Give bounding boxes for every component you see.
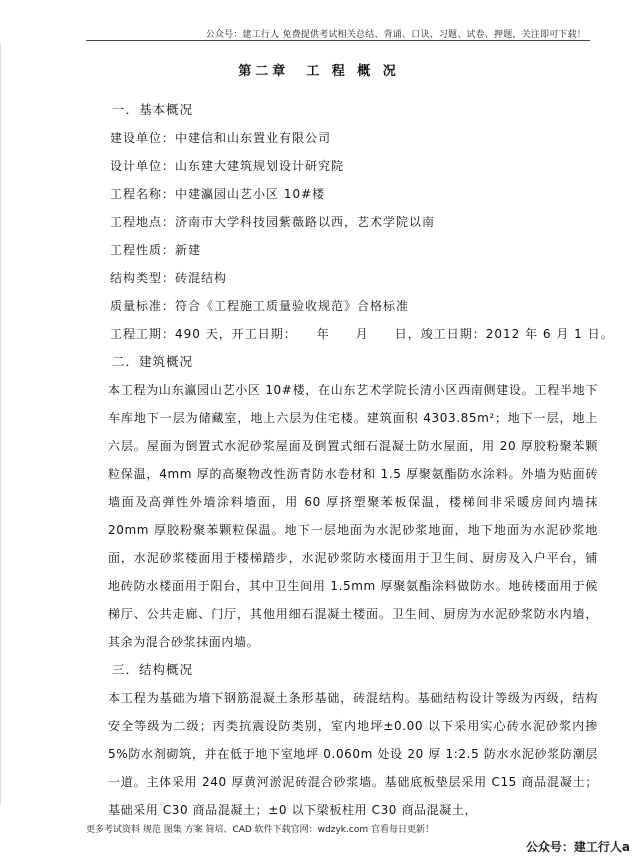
footer-brand: 公众号：建工行人a: [525, 840, 630, 854]
footer-note: 更多考试资料 规范 图集 方案 简培、CAD 软件下载官网：wdzyk.com 官看每日更新！: [86, 825, 434, 835]
info-line-schedule: 工程工期：490 天，开工日期： 年 月 日，竣工日期：2012 年 6 月 1 日。: [110, 327, 614, 341]
info-line-location: 工程地点：济南市大学科技园紫薇路以西，艺术学院以南: [110, 215, 436, 229]
info-line-nature: 工程性质：新建: [110, 243, 202, 257]
document-body: [108, 96, 614, 824]
page-title: 第二章 工 程 概 况: [238, 64, 400, 79]
section-heading-structure: 三．结构概况: [112, 662, 194, 677]
info-line-builder: 建设单位：中建信和山东置业有限公司: [110, 131, 332, 145]
info-line-structure-type: 结构类型：砖混结构: [110, 271, 228, 285]
info-line-designer: 设计单位：山东建大建筑规划设计研究院: [110, 159, 345, 173]
header-rule: [86, 40, 590, 41]
section-heading-architecture: 二．建筑概况: [112, 354, 194, 369]
structure-paragraph: 本工程为基础为墙下钢筋混凝土条形基础，砖混结构。基础结构设计等级为丙级，结构安全等级为二级；丙类抗震设防类别，室内地坪±0.00 以下采用实心砖水泥砂浆内掺 5%防水剂砌筑，并在低于地下室地坪 0.060m 处设 20 厚 1:2.5 防水水泥砂浆防潮层一道。主体采用 240 厚黄河淤泥砖混合砂浆墙。基础底板垫层采用 C15 商品混凝土；基础采用 C30 商品混凝土；±0 以下梁板柱用 C30 商品混凝土，: [108, 691, 598, 817]
page-header: [0, 0, 638, 40]
info-line-project-name: 工程名称：中建瀛园山艺小区 10#楼: [110, 187, 326, 201]
info-line-quality-standard: 质量标准：符合《工程施工质量验收规范》合格标准: [110, 299, 410, 313]
header-note: 公众号：建工行人 免费提供考试相关总结、背诵、口诀、习题、试卷、押题，关注即可下载！: [205, 30, 586, 40]
page-edge: [0, 44, 1, 804]
architecture-paragraph: 本工程为山东瀛园山艺小区 10#楼，在山东艺术学院长清小区西南侧建设。工程半地下车库地下一层为储藏室，地上六层为住宅楼。建筑面积 4303.85m²；地下一层，地上六层。屋面为倒置式水泥砂浆屋面及倒置式细石混凝土防水屋面，用 20 厚胶粉聚苯颗粒保温，4mm 厚的高聚物改性沥青防水卷材和 1.5 厚聚氨酯防水涂料。外墙为贴面砖墙面及高弹性外墙涂料墙面，用 60 厚挤塑聚苯板保温，楼梯间非采暖房间内墙抹 20mm 厚胶粉聚苯颗粒保温。地下一层地面为水泥砂浆地面，地下地面为水泥砂浆地面，水泥砂浆楼面用于楼梯踏步，水泥砂浆防水楼面用于卫生间、厨房及入户平台，铺地砖防水楼面用于阳台，其中卫生间用 1.5mm 厚聚氨酯涂料做防水。地砖楼面用于候梯厅、公共走廊、门厅，其他用细石混凝土楼面。卫生间、厨房为水泥砂浆防水内墙，其余为混合砂浆抹面内墙。: [108, 383, 598, 649]
section-heading-basic: 一．基本概况: [112, 102, 194, 117]
